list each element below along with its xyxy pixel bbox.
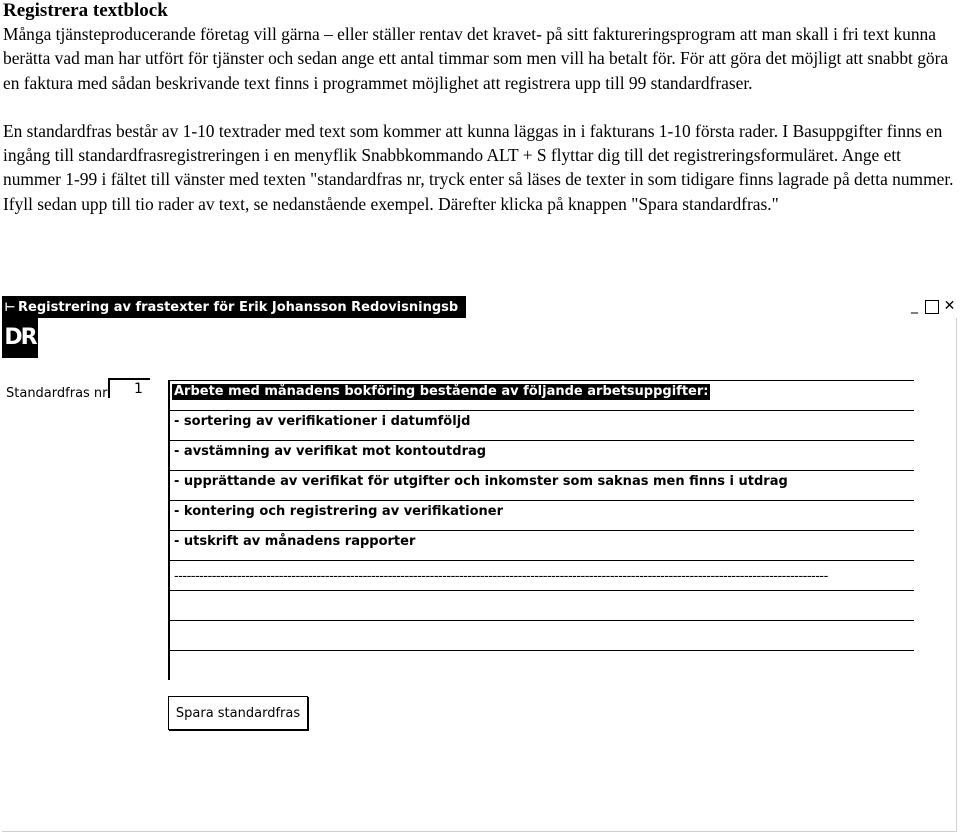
phrase-line-10[interactable] [168, 650, 914, 680]
phrase-lines [168, 380, 914, 680]
phrase-line-5[interactable] [168, 500, 914, 530]
minimize-button[interactable]: _ [911, 298, 918, 314]
phrase-line-7[interactable] [168, 560, 914, 590]
app-logo: DR [2, 318, 38, 358]
phrase-line-3[interactable] [168, 440, 914, 470]
phrase-line-text: - sortering av verifikationer i datumföljd [174, 414, 471, 429]
phrase-line-text: - avstämning av verifikat mot kontoutdrag [174, 444, 487, 459]
phrase-line-1[interactable] [168, 380, 914, 410]
phrase-line-9[interactable] [168, 620, 914, 650]
phrase-line-4[interactable] [168, 470, 914, 500]
maximize-button[interactable] [925, 300, 939, 314]
phrase-line-6[interactable] [168, 530, 914, 560]
phrase-line-text: - kontering och registrering av verifikationer [174, 504, 503, 519]
phrase-line-text: - upprättande av verifikat för utgifter och inkomster som saknas men finns i utdrag [174, 474, 788, 489]
document [3, 0, 957, 216]
phrase-line-text: - utskrift av månadens rapporter [174, 534, 416, 549]
phrase-line-text: ------------------------------------------------------------------------------------------------------------------------------------------------------------ [174, 569, 828, 584]
save-phrase-button[interactable]: Spara standardfras [168, 696, 308, 730]
phrase-line-2[interactable] [168, 410, 914, 440]
phrase-line-8[interactable] [168, 590, 914, 620]
instruction-paragraph: En standardfras består av 1-10 textrader med text som kommer att kunna läggas in i fakturans 1-10 första rader. I Basuppgifter finns en ingång till standardfrasregistreringen i en menyflik Snabbkommando ALT + S flyttar dig till det registreringsformuläret. Ange ett nummer 1-99 i fältet till vänster med texten "standardfras nr, tryck enter så läses de texter in som tidigare finns lagrade på detta nummer. Ifyll sedan upp till tio rader av text, se nedanstående exempel. Därefter klicka på knappen "Spara standardfras." [3, 120, 954, 214]
document-title: Registrera textblock [3, 0, 168, 21]
window-title: Registrering av frastexter för Erik Johansson Redovisningsb [18, 300, 459, 315]
system-menu-icon[interactable]: ⊢ [4, 300, 16, 314]
form-area [2, 318, 957, 832]
phrase-line-text: Arbete med månadens bokföring bestående av följande arbetsuppgifter: [174, 384, 709, 399]
registration-window [0, 296, 960, 833]
close-button[interactable]: ✕ [943, 298, 956, 314]
window-titlebar[interactable] [2, 296, 466, 318]
window-controls [906, 298, 958, 316]
intro-paragraph: Många tjänsteproducerande företag vill gärna – eller ställer rentav det kravet- på sitt faktureringsprogram att man skall i fri text kunna berätta vad man har utfört för tjänster och sedan ange ett antal timmar som men vill ha betalt för. För att göra det möjligt att snabbt göra en faktura med sådan beskrivande text finns i programmet möjlighet att registrera upp till 99 standardfraser. [3, 24, 949, 93]
standardfras-nr-input[interactable] [108, 378, 150, 398]
standardfras-nr-label: Standardfras nr [6, 386, 108, 401]
